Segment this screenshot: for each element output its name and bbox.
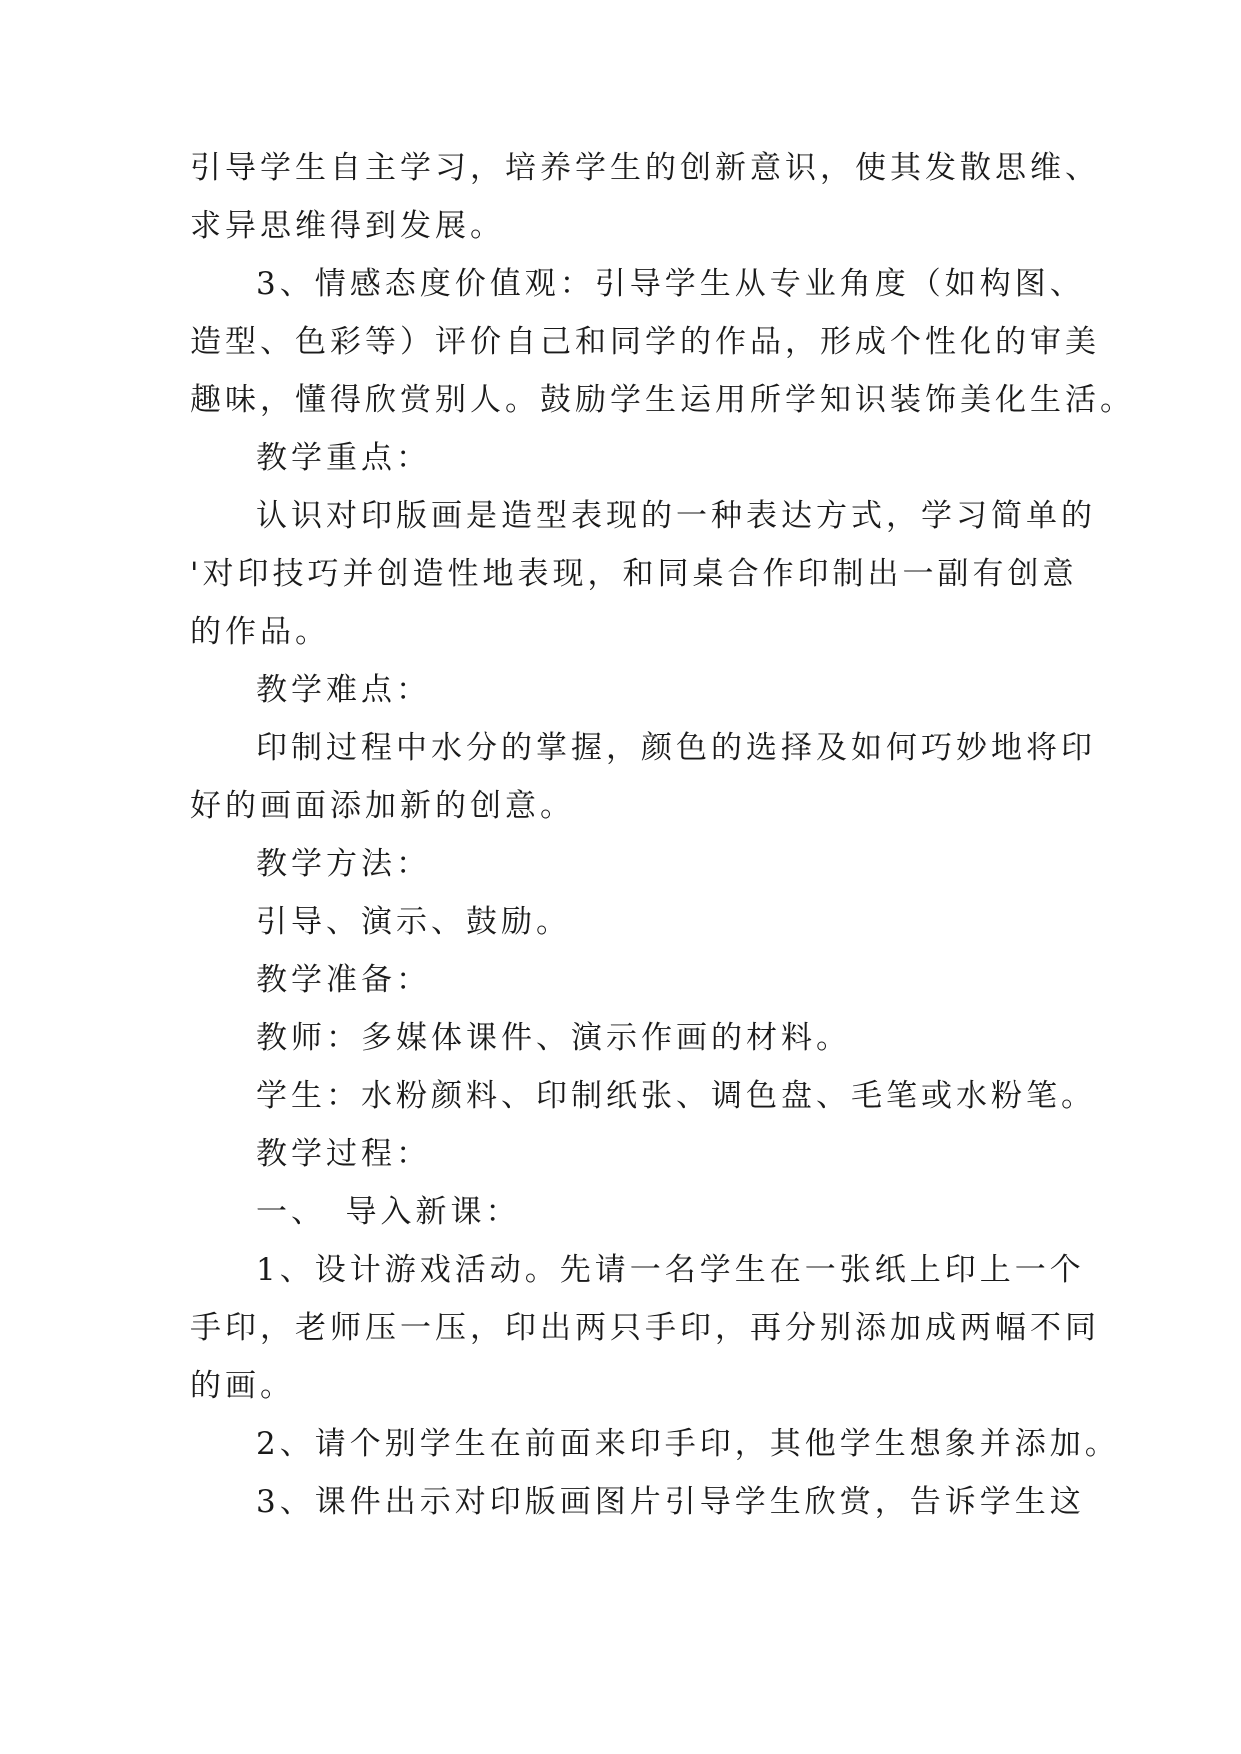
text-line: 印制过程中水分的掌握，颜色的选择及如何巧妙地将印	[256, 730, 1096, 766]
text-line: 3、课件出示对印版画图片引导学生欣赏，告诉学生这	[256, 1484, 1085, 1520]
section-heading: 教学方法：	[256, 846, 431, 882]
text-line: 1、设计游戏活动。先请一名学生在一张纸上印上一个	[256, 1252, 1085, 1288]
text-line: 的作品。	[190, 614, 330, 650]
section-heading: 教学过程：	[256, 1136, 431, 1172]
text-line: '对印技巧并创造性地表现，和同桌合作印制出一副有创意	[190, 556, 1078, 592]
section-heading: 教学准备：	[256, 962, 431, 998]
text-line: 造型、色彩等）评价自己和同学的作品，形成个性化的审美	[190, 324, 1100, 360]
text-line: 求异思维得到发展。	[190, 208, 505, 244]
section-heading: 教学难点：	[256, 672, 431, 708]
text-line: 引导、演示、鼓励。	[256, 904, 571, 940]
text-line: 3、情感态度价值观：引导学生从专业角度（如构图、	[256, 266, 1085, 302]
text-line: 的画。	[190, 1368, 295, 1404]
text-line: 手印，老师压一压，印出两只手印，再分别添加成两幅不同	[190, 1310, 1100, 1346]
text-line: 2、请个别学生在前面来印手印，其他学生想象并添加。	[256, 1426, 1120, 1462]
text-line: 引导学生自主学习，培养学生的创新意识，使其发散思维、	[190, 150, 1100, 186]
section-heading: 一、 导入新课：	[256, 1194, 521, 1230]
text-line: 学生：水粉颜料、印制纸张、调色盘、毛笔或水粉笔。	[256, 1078, 1096, 1114]
text-line: 好的画面添加新的创意。	[190, 788, 575, 824]
section-heading: 教学重点：	[256, 440, 431, 476]
text-line: 趣味，懂得欣赏别人。鼓励学生运用所学知识装饰美化生活。	[190, 382, 1135, 418]
text-line: 认识对印版画是造型表现的一种表达方式，学习简单的	[256, 498, 1096, 534]
text-line: 教师：多媒体课件、演示作画的材料。	[256, 1020, 851, 1056]
